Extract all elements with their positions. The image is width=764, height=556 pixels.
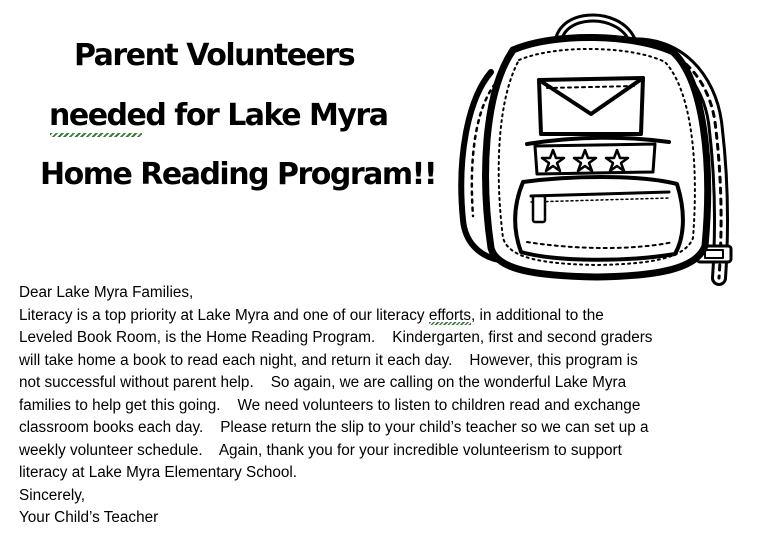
letter-line: literacy at Lake Myra Elementary School. bbox=[19, 464, 298, 481]
title-line-3: Home Reading Program!! bbox=[40, 157, 437, 192]
letter-signature: Your Child’s Teacher bbox=[19, 509, 159, 526]
spellcheck-underline bbox=[50, 133, 142, 137]
backpack-icon bbox=[447, 10, 737, 288]
letter-line: will take home a book to read each night, and return it each day. However, this program is bbox=[19, 351, 638, 369]
letter-line: Literacy is a top priority at Lake Myra and one of our literacy efforts, in additional to the bbox=[19, 306, 604, 324]
title-line-2: needed for Lake Myra bbox=[49, 98, 388, 133]
letter-line: classroom books each day. Please return the slip to your child’s teacher so we can set up a bbox=[19, 419, 649, 436]
title-line-1: Parent Volunteers bbox=[74, 38, 355, 73]
letter-closing: Sincerely, bbox=[19, 486, 86, 504]
letter-line: families to help get this going. We need volunteers to listen to children read and exchange bbox=[19, 396, 641, 414]
letter-line: Leveled Book Room, is the Home Reading Program. Kindergarten, first and second graders bbox=[19, 329, 653, 346]
letter-line: not successful without parent help. So again, we are calling on the wonderful Lake Myra bbox=[19, 374, 627, 391]
letter-body bbox=[19, 282, 749, 530]
letter-line: weekly volunteer schedule. Again, thank you for your incredible volunteerism to support bbox=[19, 441, 622, 459]
spellcheck-flagged-word: efforts bbox=[428, 306, 472, 324]
letter-greeting: Dear Lake Myra Families, bbox=[19, 284, 194, 301]
